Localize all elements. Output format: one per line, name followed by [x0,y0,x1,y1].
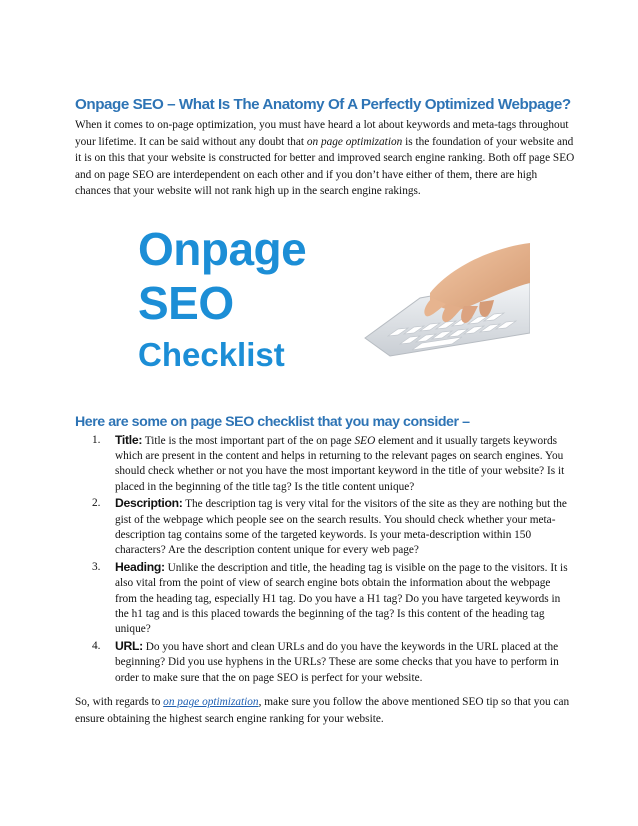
hero-line-onpage: Onpage [138,222,307,275]
document-page [75,96,575,727]
closing-paragraph [75,694,575,727]
page-title: Onpage SEO – What Is The Anatomy Of A Perfectly Optimized Webpage? [75,96,571,113]
list-text: Do you have short and clean URLs and do you have the keywords in the URL placed at the beginning? Did you use hyphens in the URLs? These are some checks that you have to perform in order to make sure that the on page SEO is perfect for your website. [115,640,559,684]
intro-text-1: When it comes to on-page optimization, you must have heard a lot about keywords and meta-tags throughout your lifetime. It can be said without any doubt that [75,119,569,148]
list-keyword: Description: [115,496,183,511]
list-item [75,496,575,559]
checklist [75,433,575,687]
list-text: element and it usually targets keywords which are present in the content and helps in returning to the relevant pages on search engines. You should check whether or not you have the most important keyword in the title of your website? Is it placed in the beginning of the title tag? Is the title content unique? [115,434,565,493]
closing-text-2: , make sure you follow the above mentioned SEO tip so that you can ensure obtaining the highest search engine ranking for your website. [75,696,570,725]
list-emphasis: SEO [354,434,376,447]
list-text: Unlike the description and title, the heading tag is visible on the page to the visitors. It is also vital from the point of view of search engine bots obtain the information about the webpage from the heading tag, especially H1 tag. Do you have a H1 tag? Do you have targeted keywords in the h1 tag and is this placed towards the beginning of the tag? Is this content of the heading tag unique? [115,561,568,636]
intro-emphasis: on page optimization [306,135,403,148]
list-keyword: Heading: [115,559,165,574]
list-item [75,639,575,686]
list-keyword: URL: [115,638,143,653]
checklist-heading: Here are some on page SEO checklist that you may consider – [75,413,470,430]
intro-text-2: is the foundation of your website and it is on this that your website is constructed for better and improved search engine ranking. Both off page SEO and on page SEO are interdependent on each other and if you don’t have either of them, there are high chances that your website will not rank high up in the search engine rakings. [75,135,575,197]
hero-line-seo: SEO [138,276,234,329]
list-number: 1. [92,433,101,446]
list-text: The description tag is very vital for the visitors of the site as they are nothing but the gist of the webpage which people see on the search results. You should check whether your meta-description tag contains some of the targeted keywords. Is your meta-description within 150 characters? Are the description content unique for every web page? [115,498,567,557]
on-page-optimization-link[interactable]: on page optimization [163,696,259,708]
list-item [75,560,575,638]
list-keyword: Title: [115,432,143,447]
list-number: 4. [92,639,101,652]
keyboard-hand-icon [360,238,530,358]
closing-text-1: So, with regards to [75,696,164,708]
hero-image [138,222,538,386]
list-number: 3. [92,560,101,573]
hero-line-checklist: Checklist [138,335,285,373]
intro-paragraph [75,117,575,200]
list-text: Title is the most important part of the on page [142,434,355,447]
list-item [75,433,575,496]
list-number: 2. [92,497,101,510]
